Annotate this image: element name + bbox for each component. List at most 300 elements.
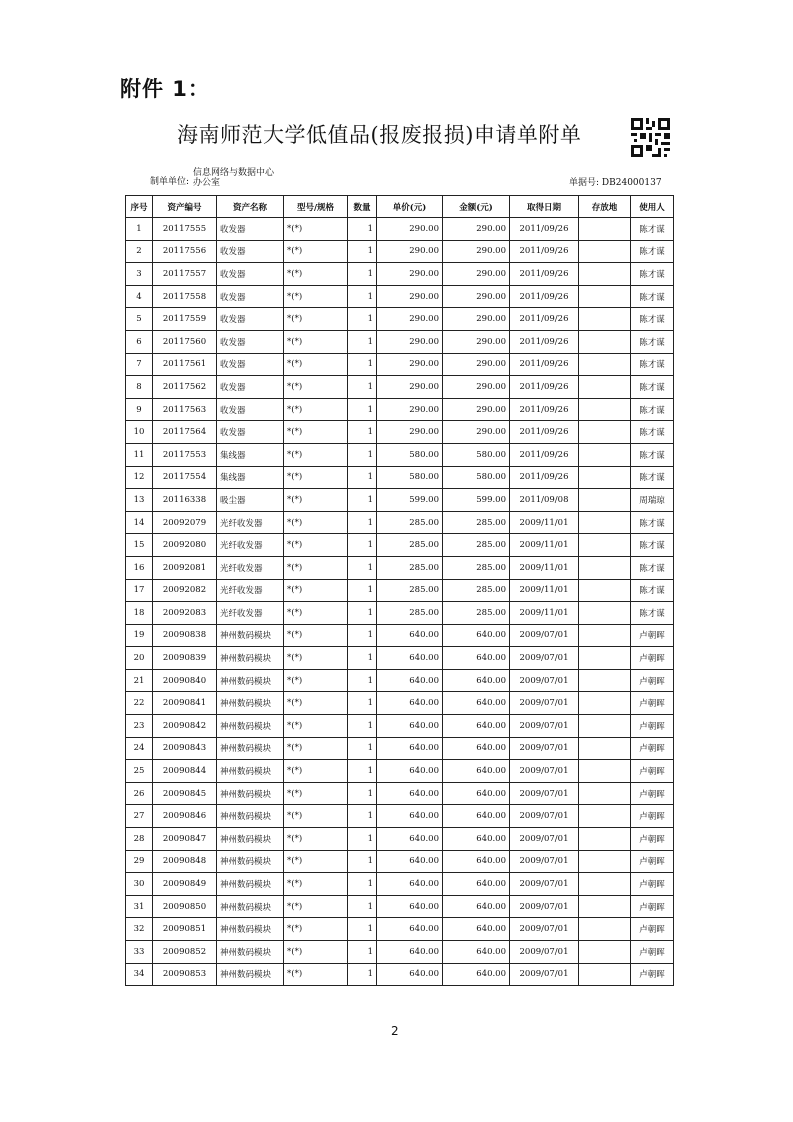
table-row	[126, 240, 674, 263]
table-row	[126, 850, 674, 873]
cell-acquired-date: 2009/07/01	[510, 850, 579, 873]
cell-user: 卢朝晖	[631, 941, 674, 964]
cell-model: *(*)	[284, 421, 348, 444]
cell-asset-name: 集线器	[217, 466, 284, 489]
cell-asset-no: 20117560	[153, 330, 217, 353]
cell-unit-price: 640.00	[377, 647, 443, 670]
cell-user: 陈才谋	[631, 443, 674, 466]
cell-asset-name: 神州数码模块	[217, 828, 284, 851]
cell-unit-price: 290.00	[377, 218, 443, 241]
cell-amount: 290.00	[443, 308, 510, 331]
table-row	[126, 873, 674, 896]
cell-seq: 16	[126, 556, 153, 579]
cell-asset-name: 神州数码模块	[217, 669, 284, 692]
cell-asset-name: 收发器	[217, 330, 284, 353]
cell-model: *(*)	[284, 647, 348, 670]
cell-unit-price: 580.00	[377, 443, 443, 466]
cell-unit-price: 285.00	[377, 511, 443, 534]
cell-unit-price: 290.00	[377, 263, 443, 286]
cell-seq: 8	[126, 376, 153, 399]
cell-asset-no: 20090839	[153, 647, 217, 670]
cell-location	[579, 737, 631, 760]
cell-model: *(*)	[284, 850, 348, 873]
cell-acquired-date: 2011/09/26	[510, 353, 579, 376]
cell-model: *(*)	[284, 828, 348, 851]
cell-seq: 12	[126, 466, 153, 489]
cell-unit-price: 640.00	[377, 715, 443, 738]
cell-amount: 640.00	[443, 918, 510, 941]
document-number-label: 单据号:	[569, 178, 600, 188]
attachment-label: 附件 1：	[120, 77, 210, 101]
cell-asset-name: 神州数码模块	[217, 647, 284, 670]
cell-asset-name: 收发器	[217, 376, 284, 399]
cell-asset-no: 20117556	[153, 240, 217, 263]
cell-qty: 1	[348, 579, 377, 602]
cell-model: *(*)	[284, 511, 348, 534]
col-header-location: 存放地	[579, 196, 631, 218]
cell-qty: 1	[348, 330, 377, 353]
cell-model: *(*)	[284, 782, 348, 805]
cell-model: *(*)	[284, 285, 348, 308]
cell-acquired-date: 2011/09/26	[510, 421, 579, 444]
cell-qty: 1	[348, 353, 377, 376]
cell-seq: 22	[126, 692, 153, 715]
table-row	[126, 376, 674, 399]
cell-location	[579, 240, 631, 263]
table-row	[126, 353, 674, 376]
cell-asset-no: 20090848	[153, 850, 217, 873]
document-title: 海南师范大学低值品(报废报损)申请单附单	[177, 123, 582, 147]
cell-unit-price: 640.00	[377, 805, 443, 828]
cell-user: 陈才谋	[631, 218, 674, 241]
cell-asset-name: 收发器	[217, 263, 284, 286]
table-row	[126, 421, 674, 444]
cell-location	[579, 963, 631, 986]
cell-amount: 580.00	[443, 466, 510, 489]
cell-asset-no: 20092082	[153, 579, 217, 602]
cell-asset-no: 20117563	[153, 398, 217, 421]
cell-acquired-date: 2011/09/26	[510, 308, 579, 331]
cell-acquired-date: 2009/11/01	[510, 602, 579, 625]
cell-asset-name: 光纤收发器	[217, 602, 284, 625]
table-row	[126, 828, 674, 851]
cell-asset-no: 20092083	[153, 602, 217, 625]
cell-seq: 3	[126, 263, 153, 286]
cell-amount: 640.00	[443, 647, 510, 670]
cell-location	[579, 489, 631, 512]
cell-qty: 1	[348, 782, 377, 805]
cell-amount: 640.00	[443, 873, 510, 896]
table-row	[126, 624, 674, 647]
cell-user: 卢朝晖	[631, 737, 674, 760]
issuing-unit-line2: 办公室	[193, 178, 221, 188]
cell-model: *(*)	[284, 624, 348, 647]
cell-user: 陈才谋	[631, 534, 674, 557]
table-row	[126, 534, 674, 557]
cell-qty: 1	[348, 918, 377, 941]
table-row	[126, 489, 674, 512]
cell-asset-no: 20090842	[153, 715, 217, 738]
cell-unit-price: 290.00	[377, 285, 443, 308]
cell-model: *(*)	[284, 805, 348, 828]
cell-acquired-date: 2009/07/01	[510, 669, 579, 692]
cell-asset-no: 20090853	[153, 963, 217, 986]
table-row	[126, 647, 674, 670]
cell-seq: 21	[126, 669, 153, 692]
cell-qty: 1	[348, 624, 377, 647]
cell-location	[579, 918, 631, 941]
cell-model: *(*)	[284, 534, 348, 557]
cell-model: *(*)	[284, 715, 348, 738]
cell-seq: 23	[126, 715, 153, 738]
cell-unit-price: 640.00	[377, 692, 443, 715]
cell-seq: 11	[126, 443, 153, 466]
cell-qty: 1	[348, 263, 377, 286]
cell-model: *(*)	[284, 556, 348, 579]
cell-asset-no: 20117557	[153, 263, 217, 286]
cell-asset-name: 神州数码模块	[217, 737, 284, 760]
cell-qty: 1	[348, 308, 377, 331]
cell-acquired-date: 2011/09/26	[510, 330, 579, 353]
cell-seq: 18	[126, 602, 153, 625]
cell-asset-name: 神州数码模块	[217, 805, 284, 828]
cell-model: *(*)	[284, 579, 348, 602]
cell-qty: 1	[348, 828, 377, 851]
cell-qty: 1	[348, 240, 377, 263]
cell-amount: 640.00	[443, 715, 510, 738]
cell-location	[579, 692, 631, 715]
cell-model: *(*)	[284, 963, 348, 986]
issuing-unit-value	[193, 168, 274, 188]
cell-qty: 1	[348, 692, 377, 715]
cell-qty: 1	[348, 489, 377, 512]
cell-location	[579, 466, 631, 489]
cell-asset-no: 20092079	[153, 511, 217, 534]
cell-amount: 285.00	[443, 511, 510, 534]
cell-model: *(*)	[284, 895, 348, 918]
cell-model: *(*)	[284, 240, 348, 263]
cell-user: 卢朝晖	[631, 669, 674, 692]
table-row	[126, 398, 674, 421]
cell-location	[579, 647, 631, 670]
cell-qty: 1	[348, 963, 377, 986]
cell-user: 卢朝晖	[631, 918, 674, 941]
table-row	[126, 715, 674, 738]
table-row	[126, 218, 674, 241]
cell-amount: 640.00	[443, 805, 510, 828]
cell-seq: 9	[126, 398, 153, 421]
cell-unit-price: 290.00	[377, 308, 443, 331]
cell-amount: 640.00	[443, 624, 510, 647]
cell-location	[579, 805, 631, 828]
cell-asset-no: 20090840	[153, 669, 217, 692]
cell-location	[579, 421, 631, 444]
table-row	[126, 511, 674, 534]
cell-location	[579, 511, 631, 534]
cell-acquired-date: 2009/07/01	[510, 647, 579, 670]
cell-asset-no: 20117555	[153, 218, 217, 241]
cell-qty: 1	[348, 737, 377, 760]
cell-amount: 640.00	[443, 963, 510, 986]
cell-model: *(*)	[284, 602, 348, 625]
cell-asset-no: 20092080	[153, 534, 217, 557]
cell-user: 卢朝晖	[631, 828, 674, 851]
issuing-unit	[150, 168, 274, 188]
cell-amount: 290.00	[443, 330, 510, 353]
cell-seq: 4	[126, 285, 153, 308]
cell-model: *(*)	[284, 218, 348, 241]
cell-unit-price: 290.00	[377, 330, 443, 353]
cell-location	[579, 330, 631, 353]
cell-amount: 290.00	[443, 353, 510, 376]
table-row	[126, 466, 674, 489]
cell-asset-no: 20090846	[153, 805, 217, 828]
cell-asset-name: 光纤收发器	[217, 556, 284, 579]
cell-unit-price: 285.00	[377, 579, 443, 602]
cell-unit-price: 640.00	[377, 669, 443, 692]
cell-asset-name: 神州数码模块	[217, 873, 284, 896]
cell-amount: 640.00	[443, 760, 510, 783]
cell-amount: 599.00	[443, 489, 510, 512]
cell-seq: 5	[126, 308, 153, 331]
cell-unit-price: 640.00	[377, 895, 443, 918]
cell-asset-name: 神州数码模块	[217, 963, 284, 986]
col-header-qty: 数量	[348, 196, 377, 218]
cell-amount: 285.00	[443, 556, 510, 579]
cell-qty: 1	[348, 850, 377, 873]
cell-user: 陈才谋	[631, 353, 674, 376]
cell-seq: 29	[126, 850, 153, 873]
cell-asset-name: 神州数码模块	[217, 715, 284, 738]
cell-qty: 1	[348, 443, 377, 466]
cell-asset-no: 20090847	[153, 828, 217, 851]
cell-amount: 640.00	[443, 692, 510, 715]
cell-location	[579, 782, 631, 805]
cell-amount: 290.00	[443, 421, 510, 444]
cell-qty: 1	[348, 534, 377, 557]
table-row	[126, 692, 674, 715]
cell-asset-name: 神州数码模块	[217, 782, 284, 805]
cell-qty: 1	[348, 715, 377, 738]
cell-model: *(*)	[284, 760, 348, 783]
cell-location	[579, 941, 631, 964]
table-row	[126, 556, 674, 579]
cell-location	[579, 353, 631, 376]
cell-acquired-date: 2009/07/01	[510, 895, 579, 918]
cell-asset-no: 20117561	[153, 353, 217, 376]
table-row	[126, 602, 674, 625]
cell-unit-price: 290.00	[377, 421, 443, 444]
cell-seq: 32	[126, 918, 153, 941]
col-header-unit-price: 单价(元)	[377, 196, 443, 218]
table-row	[126, 805, 674, 828]
cell-user: 陈才谋	[631, 579, 674, 602]
cell-acquired-date: 2011/09/26	[510, 285, 579, 308]
cell-acquired-date: 2009/07/01	[510, 782, 579, 805]
cell-location	[579, 624, 631, 647]
cell-user: 卢朝晖	[631, 895, 674, 918]
col-header-model: 型号/规格	[284, 196, 348, 218]
cell-user: 卢朝晖	[631, 850, 674, 873]
cell-qty: 1	[348, 602, 377, 625]
cell-user: 卢朝晖	[631, 624, 674, 647]
cell-acquired-date: 2009/07/01	[510, 918, 579, 941]
cell-unit-price: 290.00	[377, 240, 443, 263]
cell-asset-no: 20116338	[153, 489, 217, 512]
cell-acquired-date: 2011/09/08	[510, 489, 579, 512]
qr-code-icon	[631, 118, 670, 157]
cell-location	[579, 850, 631, 873]
cell-user: 陈才谋	[631, 556, 674, 579]
cell-acquired-date: 2009/07/01	[510, 873, 579, 896]
cell-acquired-date: 2011/09/26	[510, 443, 579, 466]
issuing-unit-line1: 信息网络与数据中心	[193, 168, 275, 178]
cell-user: 陈才谋	[631, 308, 674, 331]
cell-unit-price: 640.00	[377, 918, 443, 941]
cell-asset-name: 收发器	[217, 218, 284, 241]
cell-asset-name: 神州数码模块	[217, 624, 284, 647]
page-number: 2	[391, 1024, 399, 1038]
document-number-value: DB24000137	[601, 178, 662, 188]
col-header-seq: 序号	[126, 196, 153, 218]
cell-user: 陈才谋	[631, 466, 674, 489]
cell-unit-price: 580.00	[377, 466, 443, 489]
cell-seq: 10	[126, 421, 153, 444]
cell-user: 陈才谋	[631, 240, 674, 263]
cell-asset-no: 20092081	[153, 556, 217, 579]
cell-user: 陈才谋	[631, 376, 674, 399]
cell-amount: 290.00	[443, 263, 510, 286]
cell-acquired-date: 2011/09/26	[510, 240, 579, 263]
cell-asset-no: 20090838	[153, 624, 217, 647]
cell-seq: 14	[126, 511, 153, 534]
issuing-unit-label: 制单单位:	[150, 177, 190, 187]
cell-seq: 1	[126, 218, 153, 241]
cell-unit-price: 599.00	[377, 489, 443, 512]
cell-location	[579, 285, 631, 308]
cell-unit-price: 640.00	[377, 737, 443, 760]
cell-amount: 640.00	[443, 850, 510, 873]
cell-amount: 290.00	[443, 376, 510, 399]
cell-unit-price: 640.00	[377, 624, 443, 647]
cell-asset-no: 20090844	[153, 760, 217, 783]
cell-user: 陈才谋	[631, 602, 674, 625]
cell-asset-name: 收发器	[217, 398, 284, 421]
cell-asset-name: 神州数码模块	[217, 918, 284, 941]
cell-qty: 1	[348, 376, 377, 399]
cell-user: 陈才谋	[631, 330, 674, 353]
cell-user: 陈才谋	[631, 421, 674, 444]
table-row	[126, 760, 674, 783]
cell-asset-name: 神州数码模块	[217, 692, 284, 715]
cell-asset-no: 20117562	[153, 376, 217, 399]
cell-location	[579, 398, 631, 421]
col-header-user: 使用人	[631, 196, 674, 218]
cell-qty: 1	[348, 647, 377, 670]
cell-location	[579, 873, 631, 896]
cell-amount: 580.00	[443, 443, 510, 466]
cell-acquired-date: 2009/11/01	[510, 534, 579, 557]
col-header-acquired-date: 取得日期	[510, 196, 579, 218]
cell-location	[579, 218, 631, 241]
cell-location	[579, 602, 631, 625]
cell-asset-name: 神州数码模块	[217, 895, 284, 918]
cell-acquired-date: 2009/07/01	[510, 805, 579, 828]
cell-user: 陈才谋	[631, 263, 674, 286]
table-row	[126, 285, 674, 308]
cell-location	[579, 443, 631, 466]
cell-acquired-date: 2009/07/01	[510, 737, 579, 760]
cell-user: 陈才谋	[631, 285, 674, 308]
cell-asset-no: 20117554	[153, 466, 217, 489]
cell-model: *(*)	[284, 941, 348, 964]
cell-model: *(*)	[284, 489, 348, 512]
cell-amount: 290.00	[443, 218, 510, 241]
cell-qty: 1	[348, 398, 377, 421]
cell-model: *(*)	[284, 443, 348, 466]
cell-seq: 7	[126, 353, 153, 376]
cell-acquired-date: 2011/09/26	[510, 376, 579, 399]
table-row	[126, 737, 674, 760]
cell-unit-price: 640.00	[377, 963, 443, 986]
cell-seq: 6	[126, 330, 153, 353]
cell-user: 卢朝晖	[631, 873, 674, 896]
cell-amount: 290.00	[443, 240, 510, 263]
cell-location	[579, 715, 631, 738]
cell-seq: 2	[126, 240, 153, 263]
cell-acquired-date: 2009/07/01	[510, 963, 579, 986]
cell-unit-price: 285.00	[377, 534, 443, 557]
cell-asset-name: 神州数码模块	[217, 760, 284, 783]
cell-user: 卢朝晖	[631, 782, 674, 805]
col-header-amount: 金额(元)	[443, 196, 510, 218]
cell-asset-name: 光纤收发器	[217, 511, 284, 534]
cell-seq: 19	[126, 624, 153, 647]
cell-qty: 1	[348, 941, 377, 964]
cell-qty: 1	[348, 218, 377, 241]
cell-seq: 27	[126, 805, 153, 828]
cell-unit-price: 285.00	[377, 602, 443, 625]
cell-asset-name: 收发器	[217, 240, 284, 263]
cell-amount: 640.00	[443, 828, 510, 851]
cell-location	[579, 579, 631, 602]
cell-model: *(*)	[284, 873, 348, 896]
cell-location	[579, 308, 631, 331]
cell-seq: 33	[126, 941, 153, 964]
cell-unit-price: 290.00	[377, 376, 443, 399]
cell-asset-no: 20090849	[153, 873, 217, 896]
cell-user: 卢朝晖	[631, 963, 674, 986]
cell-user: 陈才谋	[631, 398, 674, 421]
cell-model: *(*)	[284, 692, 348, 715]
cell-unit-price: 640.00	[377, 760, 443, 783]
cell-qty: 1	[348, 511, 377, 534]
cell-acquired-date: 2011/09/26	[510, 466, 579, 489]
cell-model: *(*)	[284, 353, 348, 376]
cell-unit-price: 640.00	[377, 850, 443, 873]
cell-user: 陈才谋	[631, 511, 674, 534]
cell-asset-name: 收发器	[217, 421, 284, 444]
cell-acquired-date: 2009/11/01	[510, 579, 579, 602]
cell-asset-name: 吸尘器	[217, 489, 284, 512]
col-header-asset-no: 资产编号	[153, 196, 217, 218]
cell-location	[579, 760, 631, 783]
cell-asset-no: 20090850	[153, 895, 217, 918]
cell-unit-price: 290.00	[377, 353, 443, 376]
cell-acquired-date: 2009/07/01	[510, 828, 579, 851]
cell-asset-name: 光纤收发器	[217, 534, 284, 557]
cell-model: *(*)	[284, 918, 348, 941]
